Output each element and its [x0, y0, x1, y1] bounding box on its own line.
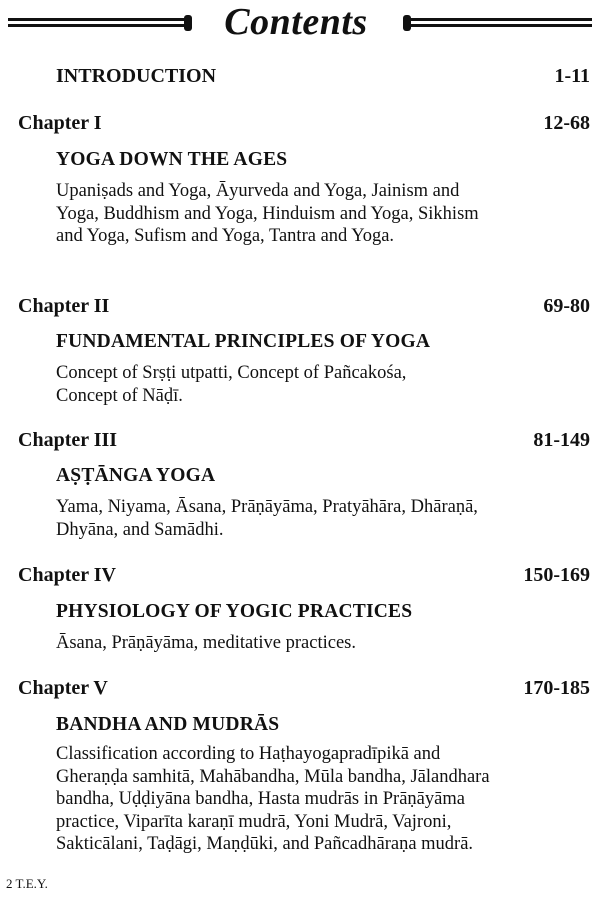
section-title: YOGA DOWN THE AGES — [56, 149, 288, 170]
section-title: BANDHA AND MUDRĀS — [56, 714, 280, 735]
section-title: AṢṬĀNGA YOGA — [56, 465, 216, 486]
section-description: Yama, Niyama, Āsana, Prāṇāyāma, Pratyāhāra, Dhāraṇā, Dhyāna, and Samādhi. — [56, 497, 478, 540]
section-title: FUNDAMENTAL PRINCIPLES OF YOGA — [56, 331, 431, 352]
right-double-rule — [404, 18, 592, 28]
entry-page-range: 69-80 — [543, 295, 590, 317]
chapter-label: Chapter II — [18, 295, 110, 317]
section-description: Classification according to Haṭhayogapradīpikā and Gheraṇḍa samhitā, Mahābandha, Mūla bandha, Jālandhara bandha, Uḍḍiyāna bandha, Hasta mudrās in Prāṇāyāma practice, Viparīta karaṇī mudrā, Yoni Mudrā, Vajroni, Sakticālani, Taḍāgi, Maṇḍūki, and Pañcadhāraṇa mudrā. — [56, 744, 490, 854]
page-title: Contents — [224, 1, 368, 43]
chapter-label: Chapter III — [18, 429, 118, 451]
entry-page-range: 170-185 — [523, 677, 590, 699]
entry-page-range: 1-11 — [554, 65, 590, 87]
entry-page-range: 12-68 — [543, 112, 590, 134]
left-double-rule — [8, 18, 186, 28]
section-description: Āsana, Prāṇāyāma, meditative practices. — [56, 633, 356, 653]
section-description: Concept of Srṣṭi utpatti, Concept of Pañcakośa, Concept of Nāḍī. — [56, 363, 407, 406]
section-description: Upaniṣads and Yoga, Āyurveda and Yoga, Jainism and Yoga, Buddhism and Yoga, Hinduism and Yoga, Sikhism and Yoga, Sufism and Yoga, Tantra and Yoga. — [56, 181, 479, 246]
chapter-label: Chapter IV — [18, 564, 116, 586]
printer-signature-mark: 2 T.E.Y. — [6, 876, 48, 891]
section-title: PHYSIOLOGY OF YOGIC PRACTICES — [56, 601, 413, 622]
contents-header — [0, 2, 600, 46]
entry-label: INTRODUCTION — [56, 65, 217, 87]
chapter-label: Chapter I — [18, 112, 102, 134]
entry-page-range: 150-169 — [523, 564, 590, 586]
entry-page-range: 81-149 — [533, 429, 590, 451]
chapter-label: Chapter V — [18, 677, 108, 699]
